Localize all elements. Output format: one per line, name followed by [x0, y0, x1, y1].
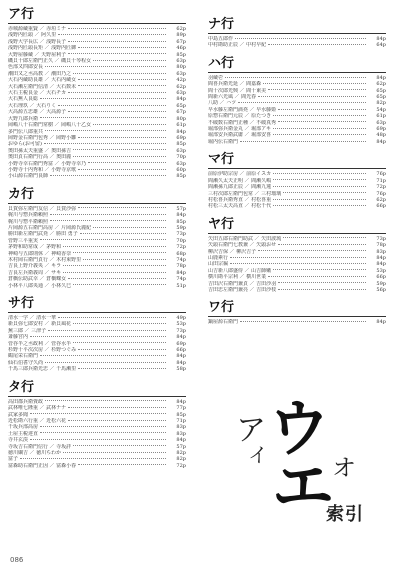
entry-name: 小山源右衛門良師	[8, 173, 49, 180]
entry-page: 84p	[176, 212, 186, 219]
entry-name: 寺井玄渓	[8, 437, 29, 444]
entry-page: 62p	[176, 26, 186, 32]
entry-page: 85p	[176, 218, 186, 225]
entry-name: 清水一学 ／ 清水一華	[8, 315, 57, 322]
entry-page: 70p	[176, 154, 186, 161]
entry-page: 62p	[176, 83, 186, 90]
entry-page: 84p	[376, 254, 386, 261]
entry-page: 77p	[176, 405, 186, 412]
dot-leader	[78, 137, 166, 138]
index-entry	[208, 139, 386, 145]
entry-name: 奥田貞右衛門行高 ／ 奥田麗	[8, 154, 72, 161]
dot-leader	[40, 98, 166, 99]
dot-leader	[225, 77, 366, 78]
entry-page: 84p	[176, 269, 186, 276]
section-title: ア行	[8, 8, 186, 24]
entry-name: 岡野金右衛門包秀 ／ 岡野小雛	[8, 134, 77, 141]
index-entry	[208, 203, 386, 209]
dot-leader	[45, 362, 166, 363]
entry-page: 63p	[176, 90, 186, 97]
entry-name: 磯貝十郎左衛門正久 ／ 磯貝十琴程女	[8, 58, 92, 65]
dot-leader	[73, 156, 166, 157]
entry-page: 63p	[176, 147, 186, 154]
index-label: 索引	[326, 504, 364, 525]
entry-page: 61p	[376, 113, 386, 120]
dot-leader	[58, 105, 166, 106]
dot-leader	[78, 349, 166, 350]
entry-page: 85p	[176, 141, 186, 148]
entry-page: 73p	[176, 231, 186, 238]
entry-name: 奥田孫太夫重盛 ／ 奥田孫吉	[8, 147, 72, 154]
entry-page: 70p	[176, 237, 186, 244]
dot-leader	[273, 179, 366, 180]
entry-name: 柳沢吉保 ／ 柳沢吉子	[208, 248, 257, 255]
entry-page: 66p	[176, 347, 186, 354]
dot-leader	[68, 28, 166, 29]
index-entry	[208, 287, 386, 293]
title-char-e: エ	[272, 450, 335, 518]
entry-name: 武林唯七隆重 ／ 武林ナナ	[8, 405, 67, 412]
dot-leader	[44, 143, 166, 144]
entry-name: 山田宗徧	[208, 261, 229, 268]
dot-leader	[273, 128, 366, 129]
entry-page: 71p	[176, 417, 186, 424]
entry-name: 吉田忠左衛門兼亮 ／ 吉田沙枝	[208, 286, 277, 293]
index-section	[208, 153, 386, 209]
dot-leader	[63, 272, 166, 273]
entry-name: 近松勘六行重 ／ 近松六花	[8, 417, 67, 424]
dot-leader	[283, 192, 366, 193]
entry-name: 小林平八郎央通 ／ 小林久巳	[8, 282, 72, 289]
entry-page: 64p	[376, 42, 386, 49]
entry-page: 66p	[376, 274, 386, 281]
dot-leader	[30, 336, 166, 337]
entry-name: 岡嶋八十右衛門常樹 ／ 岡嶋八十乙女	[8, 122, 92, 129]
index-entry	[8, 283, 186, 289]
entry-page: 57p	[176, 205, 186, 212]
dot-leader	[73, 445, 166, 446]
dot-leader	[78, 85, 166, 86]
dot-leader	[73, 342, 166, 343]
dot-leader	[63, 265, 166, 266]
entry-page: 84p	[376, 319, 386, 326]
entry-page: 48p	[376, 132, 386, 139]
title-char-a: ア	[236, 413, 266, 448]
dot-leader	[273, 186, 366, 187]
entry-name: 間十次郎光興 ／ 間十東美	[208, 87, 267, 94]
dot-leader	[88, 162, 166, 163]
entry-name: おゆら(お可留)	[8, 141, 42, 148]
dot-leader	[68, 407, 166, 408]
dot-leader	[278, 244, 366, 245]
entry-page: 84p	[176, 334, 186, 341]
entry-name: 羽蔵壱	[208, 74, 224, 81]
entry-name: 吉良左兵衛義周 ／ サキ	[8, 269, 62, 276]
entry-name: 土屋主税達直	[8, 430, 39, 437]
entry-page: 84p	[376, 261, 386, 268]
entry-page: 66p	[376, 203, 386, 210]
entry-page: 60p	[176, 166, 186, 173]
entry-page: 63p	[376, 119, 386, 126]
title-char-o: オ	[332, 454, 356, 482]
entry-name: 堀部弥兵衛金丸 ／ 堀部アキ	[208, 126, 271, 133]
entry-name: 前原伊助宗房 ／ 前原イスカ	[208, 171, 272, 178]
entry-page: 73p	[376, 235, 386, 242]
dot-leader	[50, 220, 166, 221]
entry-name: 堀内伝右衛門	[208, 138, 239, 145]
entry-page: 83p	[176, 424, 186, 431]
dot-leader	[63, 452, 166, 453]
section-title: ナ行	[208, 18, 386, 34]
dot-leader	[73, 73, 166, 74]
entry-page: 84p	[176, 353, 186, 360]
dot-leader	[78, 464, 166, 465]
entry-name: 浅野内匠頭長矩 ／ 浅野内匠御	[8, 45, 77, 52]
dot-leader	[50, 175, 166, 176]
section-title: カ行	[8, 188, 186, 204]
entry-name: 勝田新左衛門武尭 ／ 勝田 勇子	[8, 231, 78, 238]
entry-name: 菅野三平重実	[8, 237, 39, 244]
entry-page: 54p	[376, 106, 386, 113]
entry-name: 武家多聞	[8, 411, 29, 418]
dot-leader	[48, 330, 166, 331]
entry-page: 72p	[176, 244, 186, 251]
entry-name: 吉良上野介義央 ／ キラ	[8, 263, 62, 270]
entry-name: 大高源五忠雄 ／ 大高源子	[8, 109, 67, 116]
entry-page: 84p	[376, 138, 386, 145]
entry-page: 80p	[176, 115, 186, 122]
dot-leader	[263, 83, 366, 84]
entry-name: 片岡源五右衛門高房 ／ 片岡源氏麗紀	[8, 224, 92, 231]
entry-page: 76p	[376, 190, 386, 197]
dot-leader	[40, 355, 166, 356]
entry-name: 山鹿素行	[208, 254, 229, 261]
entry-name: 村松喜兵衛秀直 ／ 村松喜重	[208, 196, 272, 203]
entry-page: 63p	[176, 160, 186, 167]
entry-page: 57p	[176, 443, 186, 450]
dot-leader	[50, 214, 166, 215]
entry-name: 山吉新八郎盛侍 ／ 山吉師嫩	[208, 267, 272, 274]
entry-name: 杉野十平次次房 ／ 杉野つぐみ	[8, 347, 77, 354]
dot-leader	[68, 92, 166, 93]
entry-name: 多門伝八郎重共	[8, 128, 44, 135]
entry-page: 46p	[176, 45, 186, 52]
dot-leader	[78, 169, 166, 170]
dot-leader	[230, 263, 366, 264]
index-entry	[208, 319, 386, 325]
entry-page: 59p	[376, 280, 386, 287]
entry-name: 矢頭右衛門七教兼 ／ 矢頭おせ	[208, 242, 277, 249]
dot-leader	[230, 257, 366, 258]
entry-page: 84p	[176, 96, 186, 103]
entry-name: 貝賀弥左衛門友信 ／ 貝賀沙弥	[8, 205, 77, 212]
index-entry	[8, 463, 186, 469]
dot-leader	[278, 289, 366, 290]
dot-leader	[235, 38, 366, 39]
entry-name: 横川勘平宗利 ／ 横川世業	[208, 274, 267, 281]
dot-leader	[80, 233, 166, 234]
entry-name: 八助 ／ ハツ	[208, 100, 237, 107]
dot-leader	[273, 173, 366, 174]
entry-name: 蕪三郎 ／ 三津子	[8, 327, 47, 334]
entry-name: 不破数右衛門正種 ／ 不破真秀	[208, 119, 277, 126]
entry-page: 65p	[176, 102, 186, 109]
entry-name: 梶川与惣平衛頼照	[8, 218, 49, 225]
dot-leader	[258, 250, 366, 251]
dot-leader	[93, 227, 166, 228]
entry-page: 56p	[376, 286, 386, 293]
entry-name: 鶴尾栄右衛門	[8, 353, 39, 360]
index-section	[208, 57, 386, 145]
section-title: サ行	[8, 297, 186, 313]
entry-name: 色部又四郎安長	[8, 64, 44, 71]
entry-page: 85p	[176, 51, 186, 58]
entry-name: 間喜兵衛光延 ／ 間嘉森	[208, 81, 262, 88]
title-char-u: ウ	[268, 392, 331, 465]
entry-name: 高田郡兵衛資政	[8, 398, 44, 405]
entry-name: 大野九郎兵衛	[8, 115, 39, 122]
entry-name: 中村勘助正辰 ／ 中村早紀	[208, 42, 267, 49]
dot-leader	[78, 47, 166, 48]
dot-leader	[68, 278, 166, 279]
entry-page: 72p	[176, 462, 186, 469]
entry-page: 85p	[176, 411, 186, 418]
entry-name: 鍋屋源右衛門	[208, 319, 239, 326]
entry-name: 中島五郎作	[208, 36, 234, 42]
entry-page: 67p	[176, 109, 186, 116]
entry-page: 51p	[176, 282, 186, 289]
entry-page: 62p	[376, 196, 386, 203]
entry-page: 65p	[376, 94, 386, 101]
dot-leader	[268, 89, 366, 90]
entry-name: 寺坂吉右衛門信行 ／ 寺坂詳	[8, 443, 72, 450]
entry-page: 84p	[176, 359, 186, 366]
dot-leader	[240, 321, 366, 322]
index-entry	[208, 42, 386, 48]
dot-leader	[73, 149, 166, 150]
dot-leader	[273, 269, 366, 270]
entry-page: 58p	[176, 366, 186, 373]
entry-page: 53p	[176, 321, 186, 328]
section-title: タ行	[8, 381, 186, 397]
entry-page: 80p	[176, 64, 186, 71]
section-title: マ行	[208, 153, 386, 169]
dot-leader	[278, 109, 366, 110]
entry-name: 間新六光風 ／ 間光春	[208, 94, 257, 101]
dot-leader	[273, 205, 366, 206]
dot-leader	[240, 141, 366, 142]
dot-leader	[30, 413, 166, 414]
dot-leader	[73, 284, 166, 285]
entry-page: 71p	[376, 177, 386, 184]
entry-page: 59p	[176, 224, 186, 231]
dot-leader	[273, 115, 366, 116]
right-column	[208, 18, 386, 334]
section-title: ワ行	[208, 301, 386, 317]
dot-leader	[73, 323, 166, 324]
dot-leader	[93, 60, 166, 61]
entry-name: 早水藤左衛門満堯 ／ 早水藤姫	[208, 106, 277, 113]
dot-leader	[40, 239, 166, 240]
entry-page: 83p	[176, 430, 186, 437]
dot-leader	[258, 96, 366, 97]
entry-name: 茅野和助常成 ／ 茅野和	[8, 244, 62, 251]
dot-leader	[58, 317, 166, 318]
entry-name: 大石理玖 ／ 大石りく	[8, 102, 57, 109]
entry-page: 74p	[176, 276, 186, 283]
entry-name: 大石瀬左衛門信清 ／ 大石数未	[8, 83, 77, 90]
dot-leader	[278, 121, 366, 122]
dot-leader	[78, 79, 166, 80]
entry-name: 原惣右衛門元辰 ／ 原たつき	[208, 113, 272, 120]
dot-leader	[78, 368, 166, 369]
entry-name: 赤城源蔵重賢 ／ 赤垣ミナ	[8, 26, 67, 32]
dot-leader	[40, 426, 166, 427]
entry-name: 木村岡右衛門貞行 ／ 木村束野里	[8, 257, 82, 263]
entry-page: 42p	[176, 77, 186, 84]
entry-name: 梶川与惣兵衛頼照	[8, 212, 49, 219]
entry-page: 49p	[176, 315, 186, 322]
entry-page: 84p	[176, 398, 186, 405]
entry-page: 89p	[176, 32, 186, 39]
entry-page: 67p	[176, 38, 186, 45]
index-section	[8, 297, 186, 373]
entry-name: 千馬三郎兵衛光忠 ／ 千馬瀬里	[8, 366, 77, 373]
entry-name: 富子	[8, 456, 19, 463]
entry-name: 仙石伯耆守久尚	[8, 359, 44, 366]
entry-name: 倉橋伝助武幸 ／ 倉橋蝶女	[8, 276, 67, 283]
section-title: ハ行	[208, 57, 386, 73]
entry-page: 82p	[376, 100, 386, 107]
index-section	[8, 188, 186, 289]
entry-name: 間瀬久太夫正明 ／ 間瀬久嶋	[208, 177, 272, 184]
dot-leader	[268, 276, 366, 277]
entry-page: 69p	[376, 126, 386, 133]
entry-name: 間瀬孫九郎正辰 ／ 間瀬九蓮	[208, 184, 272, 191]
entry-name: 徳川綱吉 ／ 徳川ちわか	[8, 449, 62, 456]
index-entry	[8, 366, 186, 372]
entry-name: 大野屋藤蔵 ／ 天野屋利子	[8, 51, 67, 58]
entry-name: 神崎与五郎則休 ／ 神崎香奈	[8, 250, 72, 257]
entry-name: 吉田沢右衛門兼貞 ／ 吉田沙羽	[208, 280, 277, 287]
entry-page: 53p	[376, 267, 386, 274]
entry-page: 61p	[176, 122, 186, 129]
entry-page: 84p	[376, 36, 386, 42]
entry-name: 村松三太夫高直 ／ 村松千代	[208, 203, 272, 210]
entry-page: 84p	[376, 74, 386, 81]
index-section	[208, 218, 386, 294]
index-section	[8, 8, 186, 180]
entry-name: 堀部安兵衛武庸 ／ 堀部安喜	[208, 132, 272, 139]
entry-name: 三村次郎左衛門包常 ／ 三村瑠璃	[208, 190, 282, 197]
page-number: 086	[10, 556, 24, 564]
entry-page: 69p	[176, 134, 186, 141]
dot-leader	[68, 111, 166, 112]
entry-page: 69p	[176, 340, 186, 347]
dot-leader	[93, 124, 166, 125]
entry-page: 65p	[376, 87, 386, 94]
dot-leader	[83, 259, 166, 260]
entry-page: 62p	[376, 81, 386, 88]
left-column	[8, 8, 186, 477]
entry-page: 83p	[376, 248, 386, 255]
entry-name: 矢田五郎右衛門助武 ／ 矢田波琉	[208, 235, 282, 242]
dot-leader	[273, 134, 366, 135]
entry-page: 78p	[376, 242, 386, 249]
entry-name: 斎藤宮内	[8, 334, 29, 341]
dot-leader	[30, 439, 166, 440]
entry-page: 68p	[176, 250, 186, 257]
index-section	[208, 301, 386, 325]
dot-leader	[68, 53, 166, 54]
entry-page: 72p	[376, 184, 386, 191]
entry-name: 新貝弥七郎安村 ／ 新貝風花	[8, 321, 72, 328]
entry-page: 74p	[176, 257, 186, 263]
dot-leader	[40, 117, 166, 118]
dot-leader	[73, 252, 166, 253]
entry-name: 大石無人良総	[8, 96, 39, 103]
dot-leader	[78, 207, 166, 208]
entry-name: 大石内蔵助良雄 ／ 大石内蔵女	[8, 77, 77, 84]
entry-page: 85p	[176, 173, 186, 180]
dot-leader	[20, 458, 166, 459]
title-char-i: イ	[248, 443, 268, 467]
entry-name: 菅谷半之丞政利 ／ 菅谷水半	[8, 340, 72, 347]
title-art	[228, 378, 378, 518]
dot-leader	[278, 282, 366, 283]
entry-page: 63p	[176, 58, 186, 65]
entry-page: 76p	[376, 171, 386, 178]
index-section	[208, 18, 386, 49]
dot-leader	[40, 432, 166, 433]
entry-page: 63p	[176, 70, 186, 77]
index-section	[8, 381, 186, 469]
dot-leader	[273, 199, 366, 200]
dot-leader	[58, 34, 166, 35]
dot-leader	[268, 44, 366, 45]
entry-name: 浅野内匠頭 ／ 阿久里	[8, 32, 57, 39]
entry-page: 82p	[176, 456, 186, 463]
dot-leader	[45, 66, 166, 67]
entry-name: 富森助右衛門正因 ／ 富森小春	[8, 462, 77, 469]
entry-name: 小野寺十内秀和 ／ 小野寺京歌	[8, 166, 77, 173]
entry-name: 潮田又之丞高教 ／ 潮田乃之	[8, 70, 72, 77]
dot-leader	[283, 237, 366, 238]
entry-name: 浅野大学長広 ／ 浅野長子	[8, 38, 67, 45]
entry-name: 大石主税良金 ／ 大石チカ	[8, 90, 67, 97]
dot-leader	[45, 400, 166, 401]
entry-page: 73p	[176, 327, 186, 334]
dot-leader	[238, 102, 366, 103]
entry-page: 78p	[176, 263, 186, 270]
entry-page: 84p	[176, 437, 186, 444]
dot-leader	[63, 246, 166, 247]
dot-leader	[68, 420, 166, 421]
dot-leader	[68, 41, 166, 42]
section-title: ヤ行	[208, 218, 386, 234]
entry-page: 84p	[176, 128, 186, 135]
index-entry	[8, 173, 186, 179]
entry-page: 82p	[176, 449, 186, 456]
entry-name: 小野寺幸右衛門秀富 ／ 小野寺幸乃	[8, 160, 87, 167]
entry-name: 千坂兵部高房	[8, 424, 39, 431]
dot-leader	[45, 130, 166, 131]
